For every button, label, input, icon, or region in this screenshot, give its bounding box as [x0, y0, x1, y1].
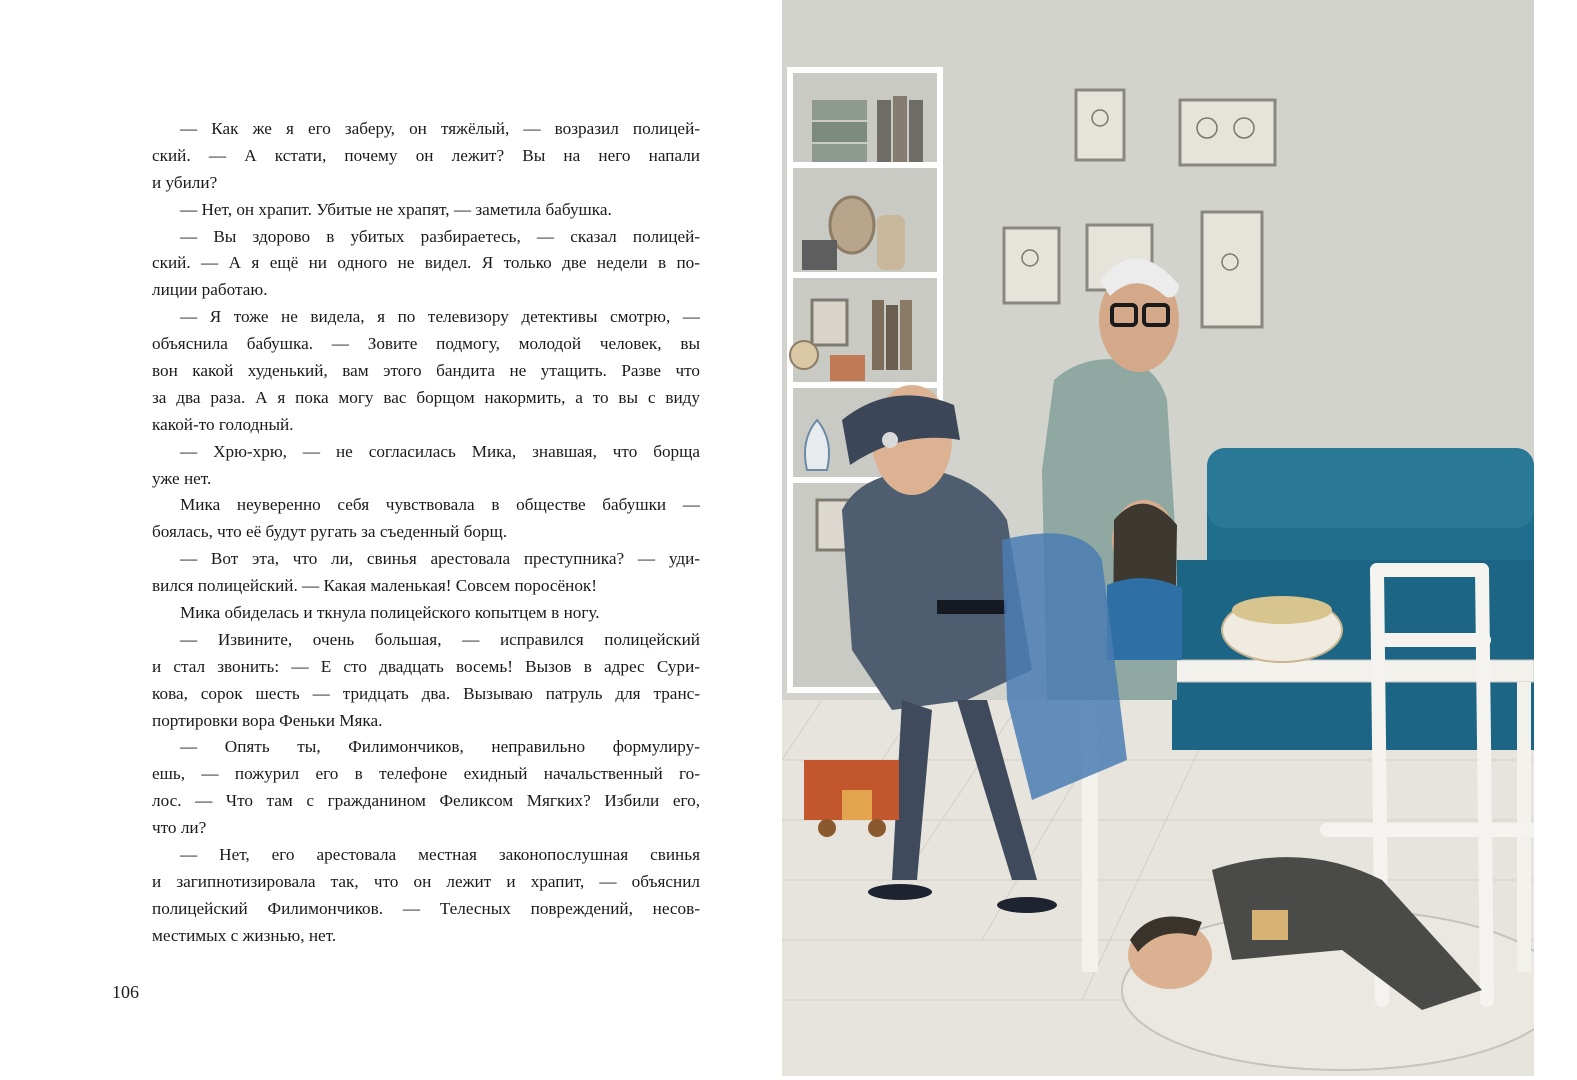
text-line: Мика неуверенно себя чувствовала в обществе бабушки —: [180, 495, 700, 515]
text-line: — Нет, он храпит. Убитые не храпят, — заметила бабушка.: [180, 199, 612, 219]
right-page: [782, 0, 1577, 1080]
page-text: [152, 116, 700, 950]
text-line: что ли?: [152, 818, 207, 838]
text-line: — Хрю-хрю, — не согласилась Мика, знавшая, что борща: [180, 441, 700, 461]
text-line: — Извините, очень большая, — исправился полицейский: [180, 629, 700, 649]
text-line: и убили?: [152, 172, 218, 192]
text-line: — Нет, его арестовала местная законопослушная свинья: [180, 845, 700, 865]
watercolor-illustration: [782, 0, 1534, 1076]
text-line: боялась, что её будут ругать за съеденный борщ.: [152, 522, 508, 542]
text-line: — Вы здорово в убитых разбираетесь, — сказал полицей-: [180, 226, 700, 246]
text-line: ешь, — пожурил его в телефоне ехидный начальственный го-: [152, 764, 700, 784]
text-line: — Вот эта, что ли, свинья арестовала преступника? — уди-: [180, 549, 700, 569]
page-number: 106: [112, 982, 139, 1002]
text-line: и загипнотизировала так, что он лежит и храпит, — объяснил: [152, 871, 700, 891]
text-line: лос. — Что там с гражданином Феликсом Мягких? Избили его,: [152, 791, 700, 811]
text-line: портировки вора Феньки Мяка.: [152, 710, 383, 730]
text-line: лиции работаю.: [152, 280, 268, 300]
text-line: ский. — А кстати, почему он лежит? Вы на него напали: [152, 145, 700, 165]
text-line: уже нет.: [152, 468, 212, 488]
text-line: объяснила бабушка. — Зовите подмогу, молодой человек, вы: [152, 334, 700, 354]
text-line: — Я тоже не видела, я по телевизору детективы смотрю, —: [180, 307, 700, 327]
text-line: и стал звонить: — Е сто двадцать восемь! Вызов в адрес Сури-: [152, 656, 700, 676]
text-line: полицейский Филимончиков. — Телесных повреждений, несов-: [152, 898, 700, 918]
text-line: кова, сорок шесть — тридцать два. Вызываю патруль для транс-: [152, 683, 700, 703]
text-line: за два раза. А я пока могу вас борщом накормить, а то вы с виду: [152, 387, 700, 407]
text-line: вон какой худенький, вам этого бандита не утащить. Разве что: [152, 361, 700, 381]
text-line: ский. — А я ещё ни одного не видел. Я только две недели в по-: [152, 253, 700, 273]
text-line: — Как же я его заберу, он тяжёлый, — возразил полицей-: [180, 119, 700, 138]
text-line: вился полицейский. — Какая маленькая! Совсем поросёнок!: [152, 576, 597, 596]
girl: [1107, 500, 1182, 660]
text-line: какой-то голодный.: [152, 414, 294, 434]
text-line: — Опять ты, Филимончиков, неправильно формулиру-: [180, 737, 700, 757]
left-page: [0, 0, 782, 1080]
text-line: Мика обиделась и ткнула полицейского копытцем в ногу.: [180, 603, 600, 623]
text-line: местимых с жизнью, нет.: [152, 925, 337, 945]
